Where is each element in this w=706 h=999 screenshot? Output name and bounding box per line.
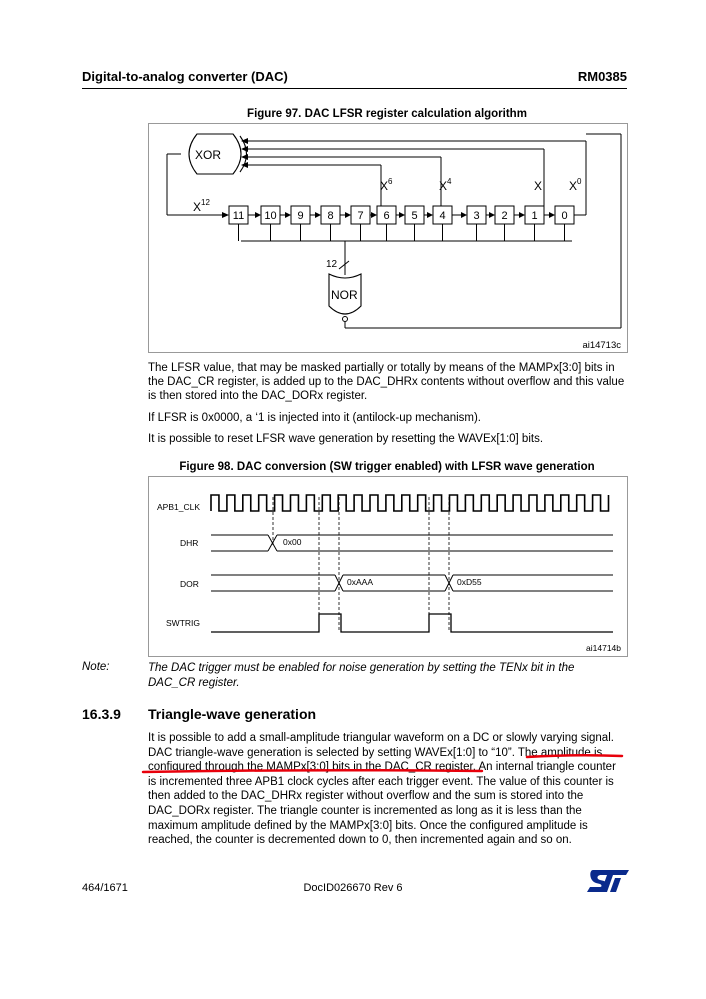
lfsr-cell-label: 0	[561, 210, 568, 222]
triangle-line-4: is incremented three APB1 clock cycles after each trigger event. The value of this counter is	[148, 775, 614, 788]
swtrig-signal-label: SWTRIG	[166, 618, 200, 628]
x12-label: $X^{12}$	[193, 198, 210, 214]
dor-value-2: 0xD55	[457, 577, 482, 587]
figure-98-title: Figure 98. DAC conversion (SW trigger enabled) with LFSR wave generation	[179, 461, 595, 473]
lfsr-cell-label: 3	[473, 210, 480, 222]
section-number: 16.3.9	[82, 706, 121, 722]
lfsr-paragraph-1: The LFSR value, that may be masked partially or totally by means of the MAMPx[3:0] bits in the DAC_CR register, is added up to the DAC_DHRx contents without overflow and this value is then stored into the DAC_DORx register.	[148, 362, 625, 403]
lfsr-cell-label: 10	[264, 210, 277, 222]
clk-signal-label: APB1_CLK	[157, 502, 200, 512]
lfsr-cell-label: 4	[439, 210, 446, 222]
annotation-underline-1	[527, 755, 622, 757]
triangle-line-5: then added to the DAC_DHRx register without overflow and the sum is stored into the	[148, 790, 584, 803]
xor-label: XOR	[195, 148, 222, 162]
triangle-line-6: DAC_DORx register. The triangle counter is incremented as long as it is less than the	[148, 804, 582, 817]
lfsr-cell-label: 2	[501, 210, 508, 222]
nor-label: NOR	[331, 288, 358, 302]
note-line-1: The DAC trigger must be enabled for noise generation by setting the TENx bit in the	[148, 662, 575, 674]
dhr-signal-label: DHR	[180, 538, 199, 548]
lfsr-cell-label: 6	[383, 210, 390, 222]
footer-page-number: 464/1671	[82, 882, 128, 894]
st-logo-icon	[587, 870, 629, 892]
triangle-line-1: It is possible to add a small-amplitude triangular waveform on a DC or slowly varying signal.	[148, 732, 614, 744]
triangle-line-8: reached, the counter is decremented down to 0, then incremented again and so on.	[148, 834, 572, 847]
note-line-2: DAC_CR register.	[148, 677, 240, 689]
lfsr-paragraph-3: It is possible to reset LFSR wave generation by resetting the WAVEx[1:0] bits.	[148, 433, 544, 445]
lfsr-paragraph-2: If LFSR is 0x0000, a ‘1 is injected into it (antilock-up mechanism).	[148, 412, 482, 424]
dor-signal-label: DOR	[180, 579, 199, 589]
lfsr-cell-label: 5	[411, 210, 418, 222]
figure-97-ref: ai14713c	[582, 340, 621, 351]
lfsr-cell-label: 8	[327, 210, 334, 222]
note-label: Note:	[82, 661, 110, 673]
annotation-underline-2	[143, 770, 482, 772]
dhr-value: 0x00	[283, 537, 302, 547]
lfsr-cell-label: 11	[232, 210, 245, 222]
lfsr-cell-label: 1	[531, 210, 538, 222]
x6-label: $X^6$	[380, 177, 393, 193]
x4-label: $X^4$	[439, 177, 452, 193]
triangle-line-7: maximum amplitude defined by the MAMPx[3:0] bits. Once the configured amplitude is	[148, 819, 588, 832]
header-doc-id: RM0385	[577, 69, 627, 84]
figure-97-title: Figure 97. DAC LFSR register calculation algorithm	[247, 108, 527, 120]
triangle-line-3: configured through the MAMPx[3:0] bits in the DAC_CR register. An internal triangle counter	[148, 761, 616, 774]
section-title: Triangle-wave generation	[148, 706, 317, 722]
x1-label: X	[534, 179, 543, 193]
lfsr-cell-label: 7	[357, 210, 364, 222]
st-logo	[587, 870, 629, 897]
triangle-line-2: DAC triangle-wave generation is selected by setting WAVEx[1:0] to “10”. The amplitude is	[148, 746, 603, 759]
figure-98-ref: ai14714b	[586, 643, 621, 653]
dor-value-1: 0xAAA	[347, 577, 373, 587]
header-section-title: Digital-to-analog converter (DAC)	[82, 69, 288, 84]
x0-label: $X^0$	[569, 177, 582, 193]
lfsr-cell-label: 9	[297, 210, 304, 222]
nor-input-width: 12	[326, 259, 338, 270]
footer-doc-id: DocID026670 Rev 6	[303, 882, 403, 894]
